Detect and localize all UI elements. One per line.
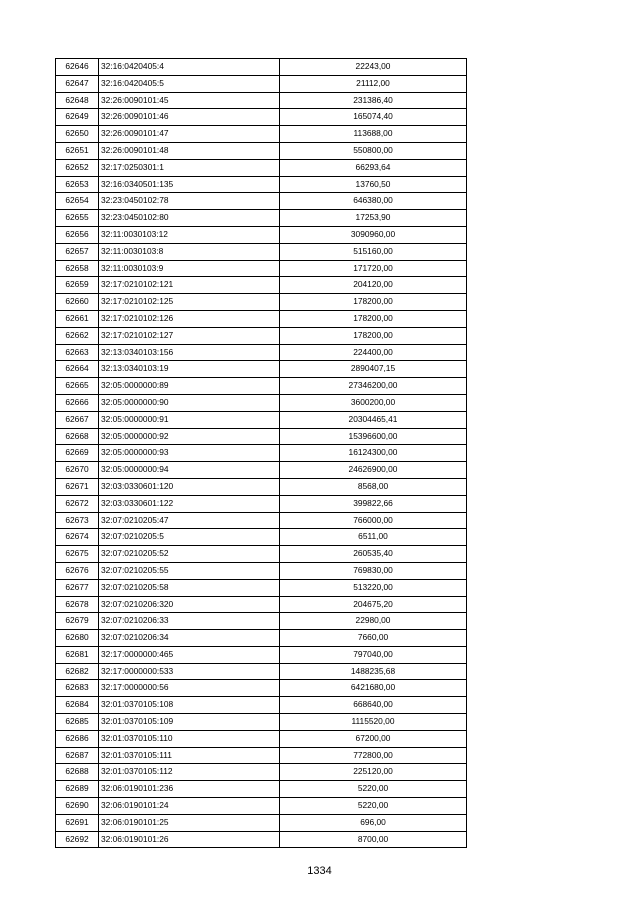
table-row	[56, 814, 467, 831]
table-row	[56, 59, 467, 76]
table-row	[56, 512, 467, 529]
cadastral-number-cell: 32:13:0340103:156	[99, 344, 280, 361]
row-number-cell: 62661	[56, 310, 99, 327]
table-row	[56, 159, 467, 176]
row-number-cell: 62676	[56, 562, 99, 579]
table-row	[56, 260, 467, 277]
table-row	[56, 630, 467, 647]
cadastral-number-cell: 32:05:0000000:91	[99, 411, 280, 428]
table-row	[56, 243, 467, 260]
table-row	[56, 747, 467, 764]
table-row	[56, 546, 467, 563]
cadastral-value-cell: 696,00	[280, 814, 467, 831]
cadastral-value-cell: 15396600,00	[280, 428, 467, 445]
cadastral-number-cell: 32:16:0340501:135	[99, 176, 280, 193]
cadastral-value-cell: 2890407,15	[280, 361, 467, 378]
cadastral-number-cell: 32:07:0210205:58	[99, 579, 280, 596]
cadastral-number-cell: 32:01:0370105:111	[99, 747, 280, 764]
row-number-cell: 62669	[56, 445, 99, 462]
table-row	[56, 714, 467, 731]
cadastral-value-cell: 769830,00	[280, 562, 467, 579]
page-number: 1334	[307, 865, 332, 877]
cadastral-value-cell: 550800,00	[280, 142, 467, 159]
row-number-cell: 62685	[56, 714, 99, 731]
table-row	[56, 730, 467, 747]
cadastral-value-cell: 178200,00	[280, 294, 467, 311]
cadastral-number-cell: 32:07:0210206:34	[99, 630, 280, 647]
row-number-cell: 62652	[56, 159, 99, 176]
row-number-cell: 62672	[56, 495, 99, 512]
row-number-cell: 62674	[56, 529, 99, 546]
row-number-cell: 62690	[56, 798, 99, 815]
cadastral-number-cell: 32:05:0000000:94	[99, 462, 280, 479]
table-row	[56, 394, 467, 411]
row-number-cell: 62681	[56, 646, 99, 663]
table-row	[56, 697, 467, 714]
cadastral-value-cell: 260535,40	[280, 546, 467, 563]
table-row	[56, 411, 467, 428]
table-row	[56, 579, 467, 596]
cadastral-number-cell: 32:07:0210205:52	[99, 546, 280, 563]
cadastral-number-cell: 32:17:0210102:125	[99, 294, 280, 311]
cadastral-number-cell: 32:05:0000000:92	[99, 428, 280, 445]
cadastral-number-cell: 32:05:0000000:89	[99, 378, 280, 395]
table-row	[56, 596, 467, 613]
table-row	[56, 562, 467, 579]
table-body	[56, 59, 467, 848]
cadastral-number-cell: 32:03:0330601:122	[99, 495, 280, 512]
row-number-cell: 62655	[56, 210, 99, 227]
table-row	[56, 294, 467, 311]
table-row	[56, 142, 467, 159]
cadastral-value-cell: 66293,64	[280, 159, 467, 176]
row-number-cell: 62664	[56, 361, 99, 378]
table-row	[56, 361, 467, 378]
cadastral-number-cell: 32:06:0190101:25	[99, 814, 280, 831]
cadastral-number-cell: 32:23:0450102:78	[99, 193, 280, 210]
cadastral-number-cell: 32:06:0190101:24	[99, 798, 280, 815]
table-row	[56, 428, 467, 445]
cadastral-value-cell: 5220,00	[280, 798, 467, 815]
row-number-cell: 62691	[56, 814, 99, 831]
row-number-cell: 62682	[56, 663, 99, 680]
cadastral-number-cell: 32:01:0370105:112	[99, 764, 280, 781]
cadastral-value-cell: 16124300,00	[280, 445, 467, 462]
row-number-cell: 62667	[56, 411, 99, 428]
cadastral-number-cell: 32:11:0030103:12	[99, 226, 280, 243]
row-number-cell: 62684	[56, 697, 99, 714]
cadastral-number-cell: 32:17:0000000:533	[99, 663, 280, 680]
cadastral-number-cell: 32:17:0000000:465	[99, 646, 280, 663]
table-row	[56, 781, 467, 798]
cadastral-value-cell: 766000,00	[280, 512, 467, 529]
cadastral-number-cell: 32:13:0340103:19	[99, 361, 280, 378]
row-number-cell: 62675	[56, 546, 99, 563]
table-row	[56, 680, 467, 697]
row-number-cell: 62646	[56, 59, 99, 76]
cadastral-value-cell: 204675,20	[280, 596, 467, 613]
cadastral-value-cell: 5220,00	[280, 781, 467, 798]
cadastral-value-cell: 13760,50	[280, 176, 467, 193]
cadastral-value-cell: 1115520,00	[280, 714, 467, 731]
table-row	[56, 109, 467, 126]
row-number-cell: 62662	[56, 327, 99, 344]
cadastral-number-cell: 32:26:0090101:45	[99, 92, 280, 109]
cadastral-number-cell: 32:16:0420405:4	[99, 59, 280, 76]
row-number-cell: 62657	[56, 243, 99, 260]
cadastral-number-cell: 32:17:0250301:1	[99, 159, 280, 176]
table-row	[56, 210, 467, 227]
cadastral-number-cell: 32:26:0090101:48	[99, 142, 280, 159]
row-number-cell: 62665	[56, 378, 99, 395]
cadastral-value-cell: 113688,00	[280, 126, 467, 143]
row-number-cell: 62654	[56, 193, 99, 210]
row-number-cell: 62658	[56, 260, 99, 277]
cadastral-value-cell: 17253,90	[280, 210, 467, 227]
cadastral-number-cell: 32:11:0030103:8	[99, 243, 280, 260]
cadastral-number-cell: 32:23:0450102:80	[99, 210, 280, 227]
table-row	[56, 646, 467, 663]
cadastral-value-cell: 171720,00	[280, 260, 467, 277]
table-row	[56, 92, 467, 109]
cadastral-value-cell: 797040,00	[280, 646, 467, 663]
table-row	[56, 613, 467, 630]
cadastral-value-cell: 1488235,68	[280, 663, 467, 680]
row-number-cell: 62671	[56, 478, 99, 495]
cadastral-value-cell: 22980,00	[280, 613, 467, 630]
cadastral-value-cell: 165074,40	[280, 109, 467, 126]
cadastral-number-cell: 32:17:0000000:56	[99, 680, 280, 697]
cadastral-value-cell: 67200,00	[280, 730, 467, 747]
table-row	[56, 193, 467, 210]
cadastral-value-cell: 224400,00	[280, 344, 467, 361]
cadastral-value-cell: 178200,00	[280, 310, 467, 327]
table-row	[56, 126, 467, 143]
table-row	[56, 226, 467, 243]
cadastral-number-cell: 32:16:0420405:5	[99, 75, 280, 92]
table-row	[56, 344, 467, 361]
cadastral-number-cell: 32:17:0210102:121	[99, 277, 280, 294]
row-number-cell: 62668	[56, 428, 99, 445]
cadastral-value-cell: 225120,00	[280, 764, 467, 781]
cadastral-value-cell: 231386,40	[280, 92, 467, 109]
row-number-cell: 62659	[56, 277, 99, 294]
cadastral-value-cell: 6421680,00	[280, 680, 467, 697]
row-number-cell: 62689	[56, 781, 99, 798]
table-row	[56, 462, 467, 479]
cadastral-number-cell: 32:06:0190101:236	[99, 781, 280, 798]
table-row	[56, 310, 467, 327]
row-number-cell: 62687	[56, 747, 99, 764]
cadastral-value-cell: 20304465,41	[280, 411, 467, 428]
table-row	[56, 478, 467, 495]
row-number-cell: 62653	[56, 176, 99, 193]
row-number-cell: 62651	[56, 142, 99, 159]
cadastral-number-cell: 32:26:0090101:46	[99, 109, 280, 126]
cadastral-value-cell: 513220,00	[280, 579, 467, 596]
cadastral-value-cell: 515160,00	[280, 243, 467, 260]
row-number-cell: 62680	[56, 630, 99, 647]
cadastral-value-table	[55, 58, 467, 848]
table-row	[56, 831, 467, 848]
cadastral-number-cell: 32:06:0190101:26	[99, 831, 280, 848]
cadastral-value-cell: 772800,00	[280, 747, 467, 764]
cadastral-value-cell: 22243,00	[280, 59, 467, 76]
cadastral-value-cell: 8568,00	[280, 478, 467, 495]
cadastral-number-cell: 32:05:0000000:90	[99, 394, 280, 411]
cadastral-value-cell: 399822,66	[280, 495, 467, 512]
table-row	[56, 764, 467, 781]
row-number-cell: 62673	[56, 512, 99, 529]
cadastral-number-cell: 32:05:0000000:93	[99, 445, 280, 462]
row-number-cell: 62677	[56, 579, 99, 596]
table-row	[56, 327, 467, 344]
cadastral-value-cell: 3090960,00	[280, 226, 467, 243]
table-row	[56, 75, 467, 92]
table-row	[56, 445, 467, 462]
row-number-cell: 62678	[56, 596, 99, 613]
cadastral-number-cell: 32:17:0210102:126	[99, 310, 280, 327]
row-number-cell: 62660	[56, 294, 99, 311]
cadastral-value-cell: 646380,00	[280, 193, 467, 210]
table-row	[56, 176, 467, 193]
table-row	[56, 529, 467, 546]
cadastral-number-cell: 32:01:0370105:110	[99, 730, 280, 747]
cadastral-value-cell: 24626900,00	[280, 462, 467, 479]
cadastral-number-cell: 32:07:0210205:47	[99, 512, 280, 529]
table-row	[56, 378, 467, 395]
cadastral-number-cell: 32:03:0330601:120	[99, 478, 280, 495]
row-number-cell: 62647	[56, 75, 99, 92]
cadastral-value-cell: 204120,00	[280, 277, 467, 294]
cadastral-value-cell: 21112,00	[280, 75, 467, 92]
row-number-cell: 62686	[56, 730, 99, 747]
cadastral-value-cell: 178200,00	[280, 327, 467, 344]
cadastral-number-cell: 32:07:0210206:33	[99, 613, 280, 630]
table-row	[56, 277, 467, 294]
cadastral-value-cell: 27346200,00	[280, 378, 467, 395]
row-number-cell: 62692	[56, 831, 99, 848]
row-number-cell: 62683	[56, 680, 99, 697]
cadastral-number-cell: 32:07:0210205:55	[99, 562, 280, 579]
cadastral-number-cell: 32:07:0210206:320	[99, 596, 280, 613]
cadastral-number-cell: 32:01:0370105:108	[99, 697, 280, 714]
row-number-cell: 62666	[56, 394, 99, 411]
row-number-cell: 62648	[56, 92, 99, 109]
row-number-cell: 62663	[56, 344, 99, 361]
cadastral-number-cell: 32:11:0030103:9	[99, 260, 280, 277]
cadastral-number-cell: 32:07:0210205:5	[99, 529, 280, 546]
row-number-cell: 62688	[56, 764, 99, 781]
row-number-cell: 62649	[56, 109, 99, 126]
cadastral-number-cell: 32:26:0090101:47	[99, 126, 280, 143]
row-number-cell: 62670	[56, 462, 99, 479]
table-row	[56, 495, 467, 512]
cadastral-value-cell: 3600200,00	[280, 394, 467, 411]
cadastral-value-cell: 7660,00	[280, 630, 467, 647]
cadastral-value-cell: 6511,00	[280, 529, 467, 546]
cadastral-number-cell: 32:17:0210102:127	[99, 327, 280, 344]
cadastral-number-cell: 32:01:0370105:109	[99, 714, 280, 731]
row-number-cell: 62656	[56, 226, 99, 243]
row-number-cell: 62679	[56, 613, 99, 630]
cadastral-value-cell: 668640,00	[280, 697, 467, 714]
table-row	[56, 798, 467, 815]
table-row	[56, 663, 467, 680]
row-number-cell: 62650	[56, 126, 99, 143]
cadastral-value-cell: 8700,00	[280, 831, 467, 848]
